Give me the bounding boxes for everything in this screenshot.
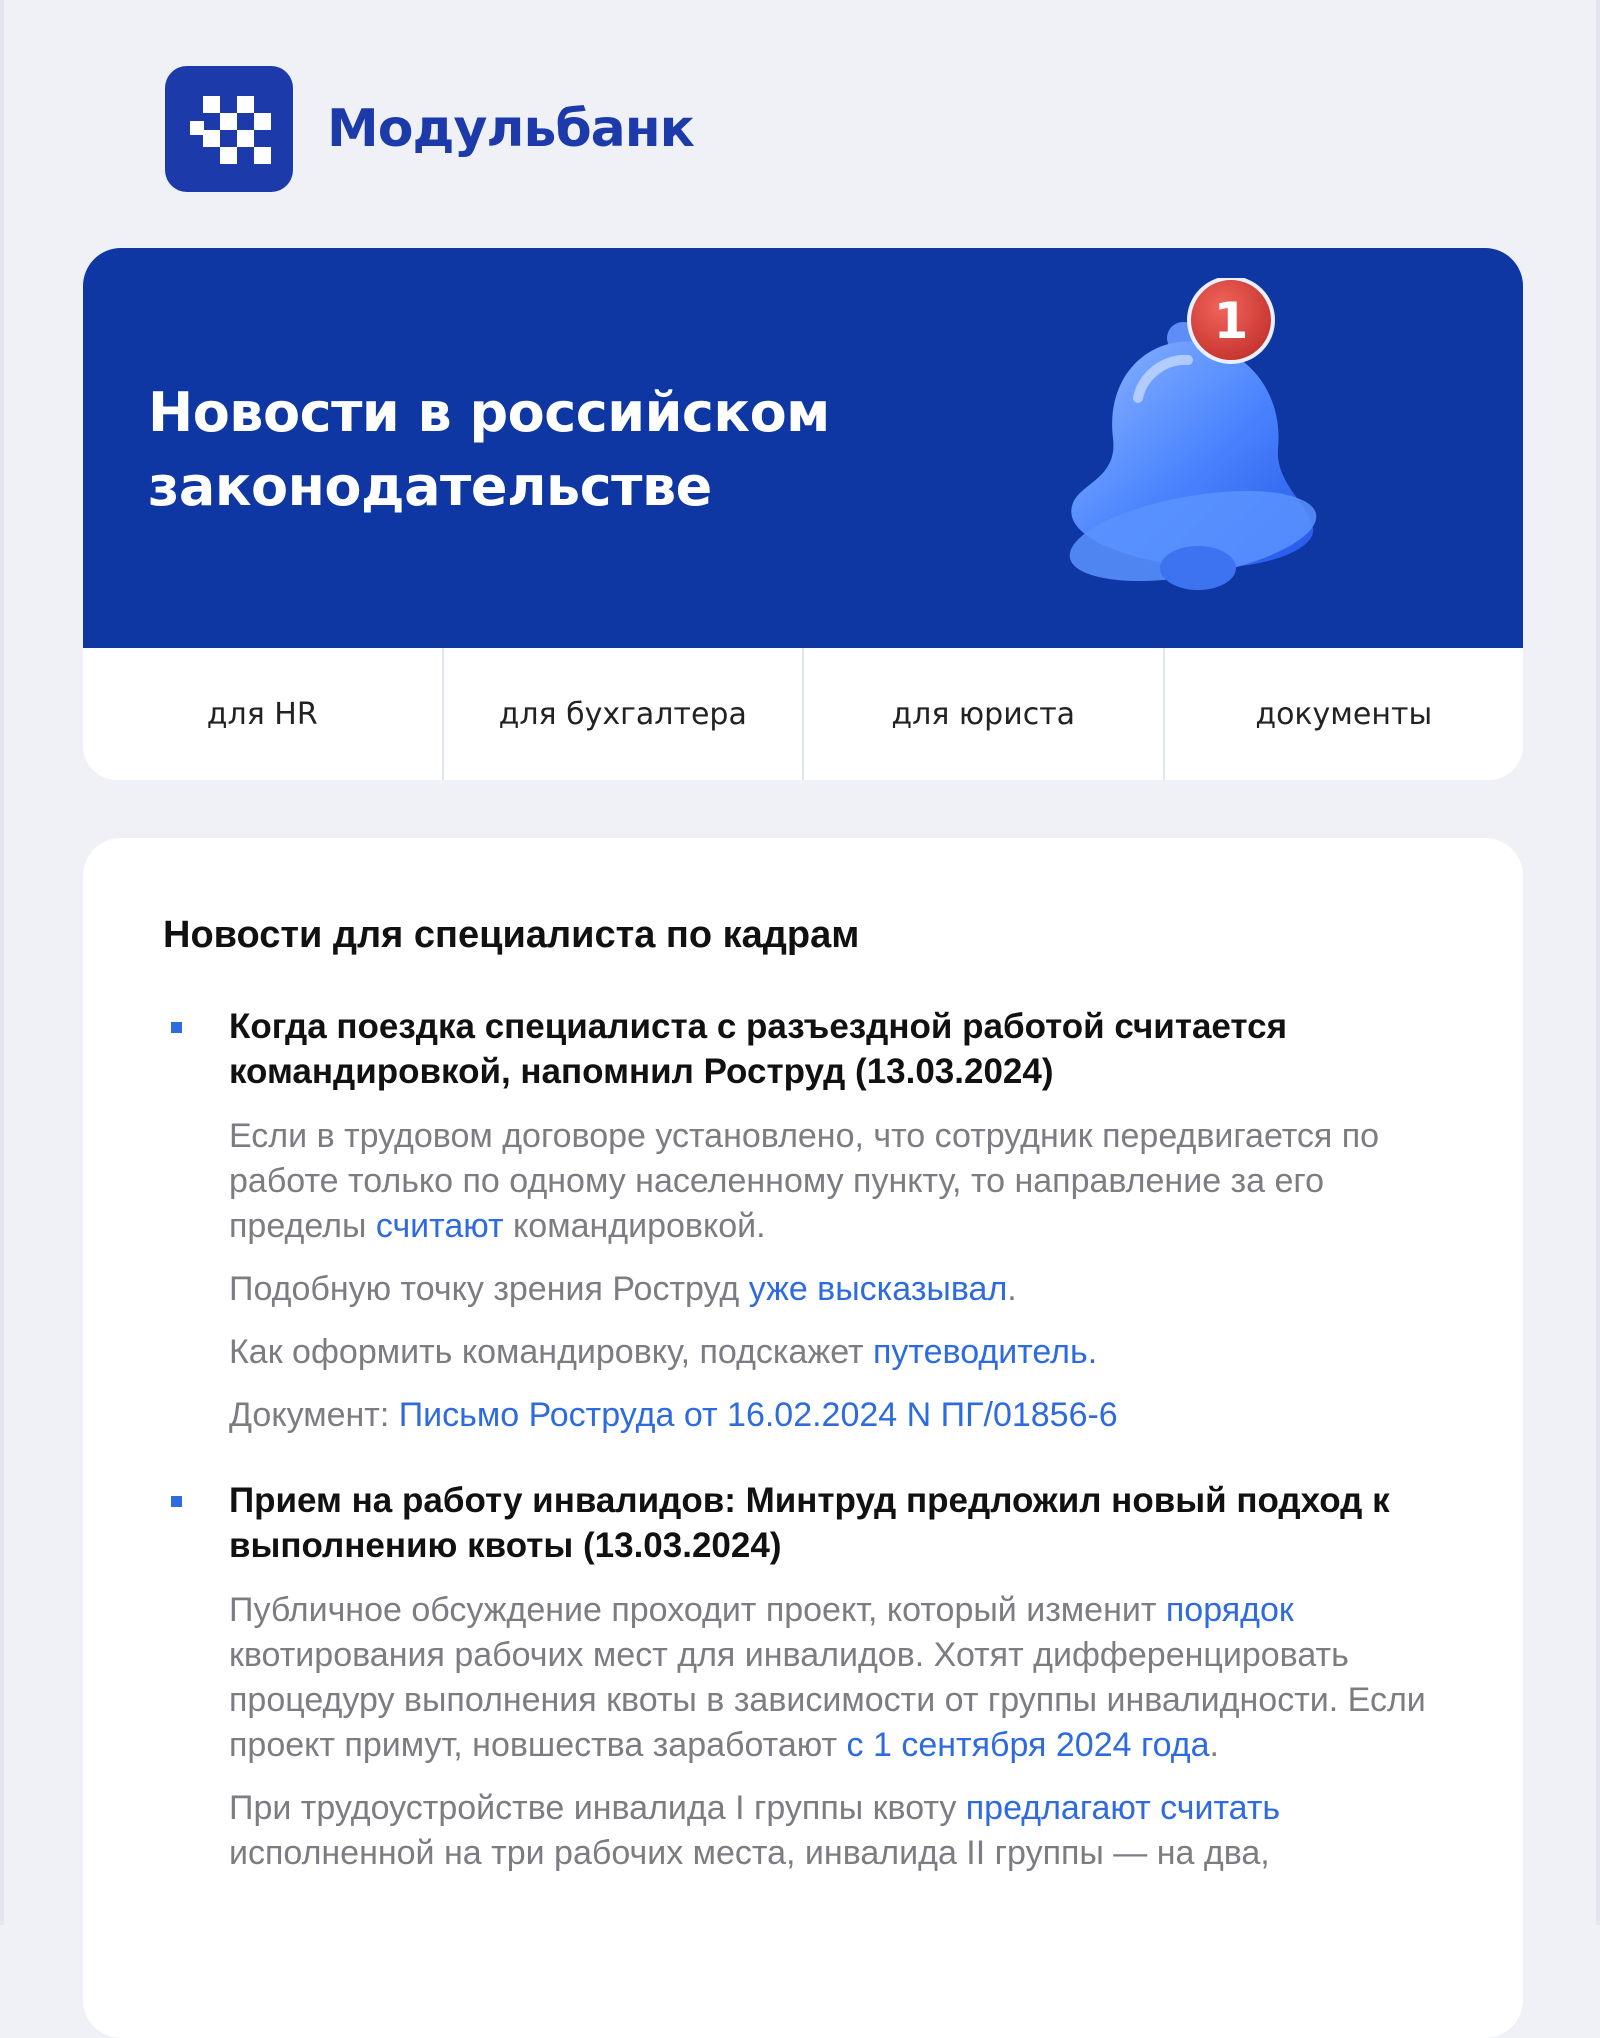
news-paragraph [229, 1267, 1453, 1312]
bullet-icon [171, 1022, 182, 1033]
news-card [83, 838, 1523, 2038]
news-document [229, 1393, 1453, 1438]
paragraph-text: квотирования рабочих мест для инвалидов. Хотят дифференцировать процедуру выполнения квоты в зависимости от группы инвалидности. Если проект примут, новшества заработают [229, 1636, 1426, 1764]
news-paragraph [229, 1330, 1453, 1375]
hero-title-line1: Новости в российском [148, 381, 830, 444]
news-paragraph [229, 1786, 1453, 1876]
document-label: Документ: [229, 1396, 399, 1434]
tab-accountant[interactable]: для бухгалтера [444, 648, 805, 780]
bullet-icon [171, 1496, 182, 1507]
news-paragraph [229, 1114, 1453, 1249]
paragraph-text: Публичное обсуждение проходит проект, который изменит [229, 1591, 1166, 1629]
link-considered[interactable]: считают [375, 1207, 504, 1245]
paragraph-text: При трудоустройстве инвалида I группы квоту [229, 1789, 966, 1827]
paragraph-text: . [1209, 1726, 1219, 1764]
paragraph-text: командировкой. [503, 1207, 766, 1245]
hero-title [148, 376, 908, 524]
brand-logo[interactable] [165, 66, 694, 192]
section-title: Новости для специалиста по кадрам [163, 914, 860, 956]
category-tabs [83, 648, 1523, 780]
link-guide[interactable]: путеводитель. [873, 1333, 1098, 1371]
tab-documents[interactable]: документы [1255, 696, 1433, 732]
brand-name: Модульбанк [327, 99, 694, 159]
notification-badge-count: 1 [1213, 292, 1249, 350]
link-proposed[interactable]: предлагают считать [965, 1789, 1281, 1827]
news-paragraph [229, 1588, 1453, 1768]
page-edge-right [1596, 0, 1600, 1925]
link-effective-date[interactable]: с 1 сентября 2024 года [846, 1726, 1210, 1764]
page-edge-left [0, 0, 4, 1925]
paragraph-text: Подобную точку зрения Роструд [229, 1270, 749, 1308]
hero-banner [83, 248, 1523, 648]
logo-mark-icon [165, 66, 293, 192]
link-already-stated[interactable]: уже высказывал [748, 1270, 1008, 1308]
bell-icon [1043, 278, 1363, 608]
paragraph-text: Если в трудовом договоре установлено, что сотрудник передвигается по работе только по одному населенному пункту, то направление за его пределы [229, 1117, 1380, 1245]
paragraph-text: . [1007, 1270, 1017, 1308]
notification-badge-icon [1189, 278, 1273, 362]
hero-title-line2: законодательстве [148, 455, 712, 518]
paragraph-text: исполненной на три рабочих места, инвалида II группы — на два, [229, 1834, 1270, 1872]
link-document[interactable]: Письмо Роструда от 16.02.2024 N ПГ/01856-6 [398, 1396, 1118, 1434]
news-item [163, 1004, 1453, 1438]
tab-hr[interactable]: для HR [83, 648, 444, 780]
news-title: Когда поездка специалиста с разъездной работой считается командировкой, напомнил Роструд (13.03.2024) [229, 1007, 1287, 1091]
news-title: Прием на работу инвалидов: Минтруд предложил новый подход к выполнению квоты (13.03.2024) [229, 1481, 1390, 1565]
link-procedure[interactable]: порядок [1165, 1591, 1294, 1629]
paragraph-text: Как оформить командировку, подскажет [229, 1333, 874, 1371]
news-item [163, 1478, 1453, 1876]
tab-lawyer[interactable]: для юриста [804, 648, 1165, 780]
